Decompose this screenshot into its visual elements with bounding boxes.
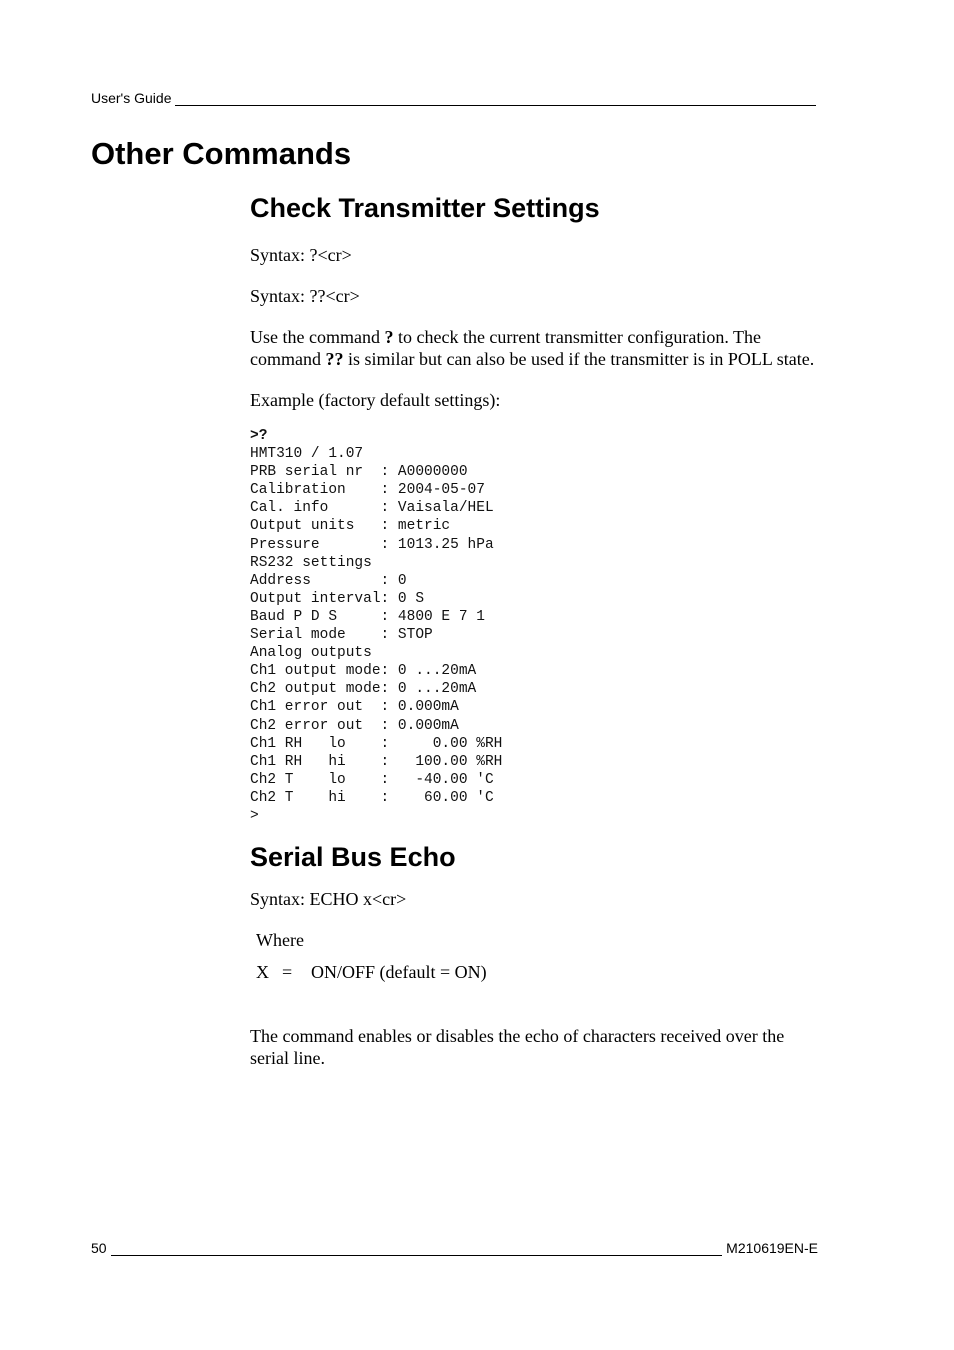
param-name: X xyxy=(256,962,269,983)
desc-part-c: is similar but can also be used if the transmitter is in POLL state. xyxy=(343,349,815,369)
where-label: Where xyxy=(256,930,304,951)
example-code-block xyxy=(250,427,820,825)
document-code: M210619EN-E xyxy=(726,1240,818,1256)
check-settings-heading: Check Transmitter Settings xyxy=(250,193,600,223)
desc-part-b: to check the current transmitter configuration. The command xyxy=(250,327,762,369)
serial-bus-echo-heading: Serial Bus Echo xyxy=(250,842,456,873)
code-output: HMT310 / 1.07 PRB serial nr : A0000000 Calibration : 2004-05-07 Cal. info : Vaisala/HEL Output units : metric Pressure : 1013.25 hPa RS232 settings Address : 0 Output interval: 0 S Baud P D S : 4800 E 7 1 Serial mode : STOP Analog outputs Ch1 output mode: 0 ...20mA Ch2 output mode: 0 ...20mA Ch1 error out : 0.000mA Ch2 error out : 0.000mA Ch1 RH lo : 0.00 %RH Ch1 RH hi : 100.00 %RH Ch2 T lo : -40.00 'C Ch2 T hi : 60.00 'C > xyxy=(250,446,503,824)
example-label: Example (factory default settings): xyxy=(250,390,501,410)
param-equals: = xyxy=(282,962,293,983)
section-title: Other Commands xyxy=(91,136,352,171)
parameter-row xyxy=(250,961,820,983)
echo-description: The command enables or disables the echo of characters received over the serial line. xyxy=(250,1026,785,1069)
header-title: User's Guide xyxy=(91,90,172,106)
main-content xyxy=(250,190,820,1069)
echo-syntax: Syntax: ECHO x<cr> xyxy=(250,889,407,910)
desc-part-a: Use the command xyxy=(250,327,385,347)
check-description xyxy=(250,326,820,370)
code-prompt: >? xyxy=(250,428,268,444)
param-description: ON/OFF (default = ON) xyxy=(311,962,487,983)
desc-command-2: ?? xyxy=(325,349,344,369)
page-number: 50 xyxy=(91,1240,107,1256)
header-rule xyxy=(175,93,816,106)
page-header xyxy=(91,90,816,106)
check-syntax-1: Syntax: ?<cr> xyxy=(250,245,352,265)
footer-rule xyxy=(111,1243,723,1256)
desc-command-1: ? xyxy=(384,327,394,347)
page-footer xyxy=(91,1240,818,1256)
check-syntax-2: Syntax: ??<cr> xyxy=(250,286,360,306)
